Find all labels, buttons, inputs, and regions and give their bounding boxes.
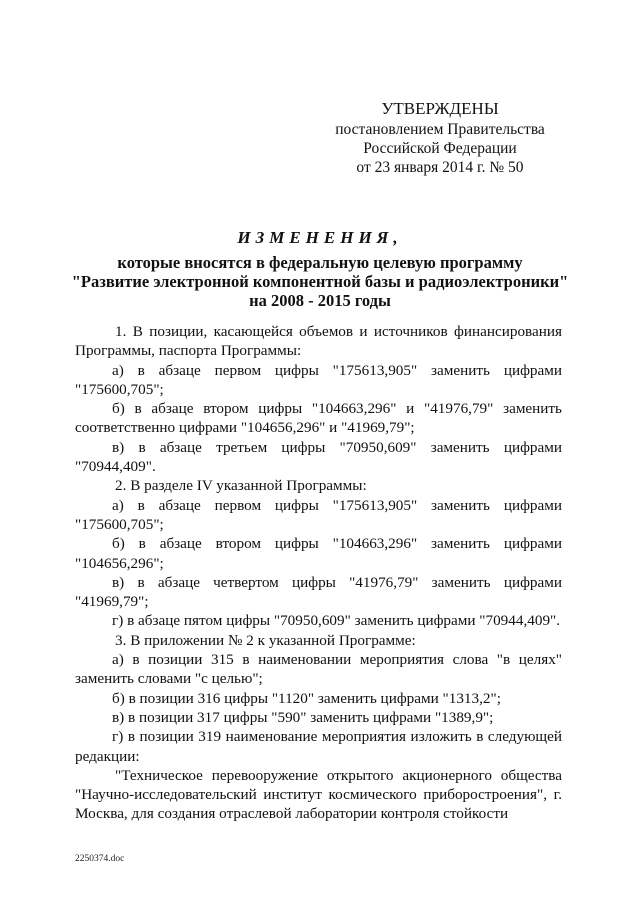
paragraph: г) в позиции 319 наименование мероприятия изложить в следующей редакции: [75,728,562,765]
paragraph: б) в позиции 316 цифры "1120" заменить цифрами "1313,2"; [112,689,501,707]
paragraph: б) в абзаце втором цифры "104663,296" заменить цифрами "104656,296"; [75,535,562,572]
paragraph: 3. В приложении № 2 к указанной Программе: [115,631,416,649]
paragraph: в) в абзаце третьем цифры "70950,609" заменить цифрами "70944,409". [75,438,562,476]
document-title [70,228,570,310]
paragraph: в) в позиции 317 цифры "590" заменить цифрами "1389,9"; [112,708,494,726]
title-line: "Развитие электронной компонентной базы и радиоэлектроники" [71,272,569,291]
approval-title: УТВЕРЖДЕНЫ [381,99,499,118]
title-line: на 2008 - 2015 годы [249,291,391,310]
file-name: 2250374.doc [75,854,125,864]
paragraph: "Техническое перевооружение открытого акционерного общества "Научно-исследовательский институт космического приборостроения", г. Москва, для создания отраслевой лаборатории контроля стойкости [75,766,562,823]
approval-date: от 23 января 2014 г. № 50 [356,159,524,176]
paragraph: 2. В разделе IV указанной Программы: [115,477,367,495]
paragraph: 1. В позиции, касающейся объемов и источников финансирования Программы, паспорта Программы: [75,323,562,360]
paragraph: г) в абзаце пятом цифры "70950,609" заменить цифрами "70944,409". [112,612,561,630]
paragraph: в) в абзаце четвертом цифры "41976,79" заменить цифрами "41969,79"; [75,573,562,611]
approval-line: постановлением Правительства [335,121,545,138]
approval-stamp [330,98,550,177]
approval-line: Российской Федерации [363,140,517,157]
title-heading: ИЗМЕНЕНИЯ, [237,228,403,247]
title-line: которые вносятся в федеральную целевую программу [117,253,523,272]
document-body [75,322,562,824]
paragraph: б) в абзаце втором цифры "104663,296" и "41976,79" заменить соответственно цифрами "104656,296" и "41969,79"; [75,400,562,437]
paragraph: а) в абзаце первом цифры "175613,905" заменить цифрами "175600,705"; [75,496,562,533]
paragraph: а) в абзаце первом цифры "175613,905" заменить цифрами "175600,705"; [75,361,562,398]
paragraph: а) в позиции 315 в наименовании мероприятия слова "в целях" заменить словами "с целью"; [75,651,562,688]
